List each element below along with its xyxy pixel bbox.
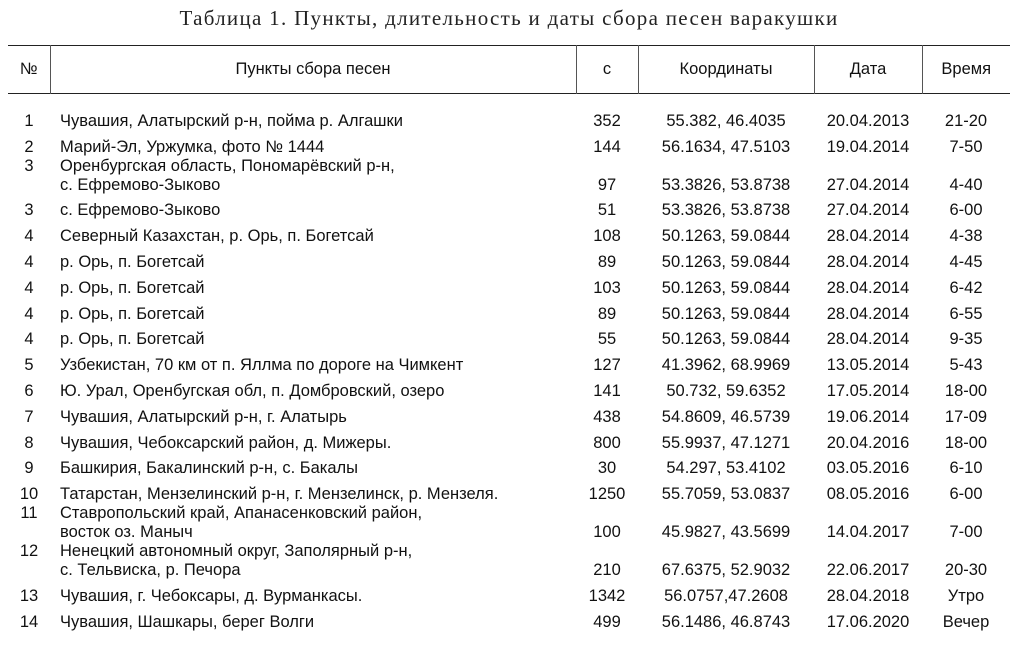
cell-time: 7-00 xyxy=(949,523,983,542)
place-line: Ю. Урал, Оренбугская обл, п. Домбровский, озеро xyxy=(60,381,445,400)
header-place: Пункты сбора песен xyxy=(50,46,576,94)
cell-date: 27.04.2014 xyxy=(826,201,910,220)
cell-place xyxy=(50,324,576,350)
table-row xyxy=(8,94,1010,131)
cell-seconds: 438 xyxy=(593,407,621,426)
place-line: р. Орь, п. Богетсай xyxy=(60,330,205,349)
cell-seconds: 30 xyxy=(597,459,617,478)
header-seconds: с xyxy=(576,46,638,94)
cell-num: 12 xyxy=(19,542,39,561)
cell-date: 28.04.2014 xyxy=(826,252,910,271)
cell-seconds: 51 xyxy=(597,201,617,220)
table-row xyxy=(8,580,1010,606)
cell-seconds: 89 xyxy=(597,304,617,323)
cell-coordinates: 50.732, 59.6352 xyxy=(666,381,786,400)
place-line: р. Орь, п. Богетсай xyxy=(60,252,205,271)
table-row xyxy=(8,131,1010,157)
song-collection-table xyxy=(8,45,1010,632)
cell-date: 22.06.2017 xyxy=(826,561,910,580)
cell-coordinates: 50.1263, 59.0844 xyxy=(661,278,791,297)
cell-time: 6-55 xyxy=(949,304,983,323)
cell-date: 13.05.2014 xyxy=(826,356,910,375)
cell-date: 28.04.2014 xyxy=(826,278,910,297)
cell-num: 14 xyxy=(19,612,39,631)
place-line: р. Орь, п. Богетсай xyxy=(60,304,205,323)
cell-coordinates: 41.3962, 68.9969 xyxy=(661,356,791,375)
table-body xyxy=(8,94,1010,632)
table-row xyxy=(8,349,1010,375)
cell-place xyxy=(50,220,576,246)
cell-coordinates: 55.382, 46.4035 xyxy=(666,111,786,130)
cell-place xyxy=(50,195,576,221)
place-line: Татарстан, Мензелинский р-н, г. Мензелинск, р. Мензеля. xyxy=(60,485,499,504)
cell-seconds: 210 xyxy=(593,561,621,580)
cell-coordinates: 50.1263, 59.0844 xyxy=(661,252,791,271)
cell-place xyxy=(50,401,576,427)
place-line: с. Ефремово-Зыково xyxy=(60,175,221,194)
cell-num: 4 xyxy=(24,330,34,349)
cell-place xyxy=(50,580,576,606)
cell-num: 8 xyxy=(24,433,34,452)
place-line: с. Ефремово-Зыково xyxy=(60,201,221,220)
cell-seconds: 127 xyxy=(593,356,621,375)
cell-date: 19.06.2014 xyxy=(826,407,910,426)
cell-coordinates: 45.9827, 43.5699 xyxy=(661,523,791,542)
cell-seconds: 89 xyxy=(597,252,617,271)
place-line: Ненецкий автономный округ, Заполярный р-н, xyxy=(60,542,413,561)
table-row xyxy=(8,298,1010,324)
cell-date: 20.04.2013 xyxy=(826,111,910,130)
place-line: Оренбургская область, Пономарёвский р-н, xyxy=(60,156,395,175)
cell-time: 7-50 xyxy=(949,137,983,156)
cell-coordinates: 55.9937, 47.1271 xyxy=(661,433,791,452)
cell-coordinates: 67.6375, 52.9032 xyxy=(661,561,791,580)
cell-place xyxy=(50,298,576,324)
cell-date: 28.04.2018 xyxy=(826,586,910,605)
cell-seconds: 800 xyxy=(593,433,621,452)
table-row xyxy=(8,542,1010,580)
cell-time: 18-00 xyxy=(944,381,988,400)
cell-place xyxy=(50,375,576,401)
place-line: Ставропольский край, Апанасенковский район, xyxy=(60,504,423,523)
table-row xyxy=(8,324,1010,350)
cell-coordinates: 55.7059, 53.0837 xyxy=(661,485,791,504)
cell-coordinates: 50.1263, 59.0844 xyxy=(661,227,791,246)
cell-time: 4-38 xyxy=(949,227,983,246)
table-row xyxy=(8,478,1010,504)
cell-num: 10 xyxy=(19,485,39,504)
cell-num: 4 xyxy=(24,227,34,246)
table-row xyxy=(8,504,1010,542)
table-caption: Таблица 1. Пункты, длительность и даты сбора песен варакушки xyxy=(179,6,839,30)
cell-place xyxy=(50,131,576,157)
cell-num: 3 xyxy=(24,156,34,175)
cell-seconds: 1250 xyxy=(588,485,626,504)
cell-num: 13 xyxy=(19,586,39,605)
cell-coordinates: 54.297, 53.4102 xyxy=(666,459,786,478)
place-line: восток оз. Маныч xyxy=(60,523,193,542)
cell-date: 17.06.2020 xyxy=(826,612,910,631)
header-num: № xyxy=(19,60,38,78)
cell-num: 1 xyxy=(24,111,34,130)
cell-time: 6-00 xyxy=(949,485,983,504)
place-line: Узбекистан, 70 км от п. Яллма по дороге на Чимкент xyxy=(60,356,464,375)
cell-seconds: 141 xyxy=(593,381,621,400)
table-row xyxy=(8,272,1010,298)
cell-place xyxy=(50,542,576,580)
cell-date: 28.04.2014 xyxy=(826,304,910,323)
cell-num: 7 xyxy=(24,407,34,426)
cell-num: 4 xyxy=(24,252,34,271)
place-line: Чувашия, Алатырский р-н, г. Алатырь xyxy=(60,407,347,426)
cell-date: 20.04.2016 xyxy=(826,433,910,452)
cell-seconds: 1342 xyxy=(588,586,626,605)
table-row xyxy=(8,220,1010,246)
cell-date: 14.04.2017 xyxy=(826,523,910,542)
cell-num: 4 xyxy=(24,304,34,323)
cell-seconds: 144 xyxy=(593,137,621,156)
cell-num: 9 xyxy=(24,459,34,478)
cell-time: 21-20 xyxy=(944,111,988,130)
cell-time: 9-35 xyxy=(949,330,983,349)
cell-date: 03.05.2016 xyxy=(826,459,910,478)
cell-place xyxy=(50,349,576,375)
cell-num: 4 xyxy=(24,278,34,297)
cell-seconds: 108 xyxy=(593,227,621,246)
cell-place xyxy=(50,427,576,453)
cell-seconds: 100 xyxy=(593,523,621,542)
place-line: Северный Казахстан, р. Орь, п. Богетсай xyxy=(60,227,374,246)
cell-time: 17-09 xyxy=(944,407,988,426)
cell-place xyxy=(50,504,576,542)
cell-time: 6-10 xyxy=(949,459,983,478)
table-row xyxy=(8,453,1010,479)
cell-date: 28.04.2014 xyxy=(826,227,910,246)
cell-time: 6-00 xyxy=(949,201,983,220)
cell-date: 27.04.2014 xyxy=(826,175,910,194)
cell-date: 19.04.2014 xyxy=(826,137,910,156)
place-line: с. Тельвиска, р. Печора xyxy=(60,561,241,580)
cell-seconds: 55 xyxy=(597,330,617,349)
table-row xyxy=(8,606,1010,632)
table-row xyxy=(8,401,1010,427)
cell-time: Утро xyxy=(947,586,985,605)
cell-date: 28.04.2014 xyxy=(826,330,910,349)
header-time: Время xyxy=(922,46,1010,94)
table-row xyxy=(8,246,1010,272)
cell-seconds: 103 xyxy=(593,278,621,297)
cell-date: 08.05.2016 xyxy=(826,485,910,504)
cell-seconds: 499 xyxy=(593,612,621,631)
table-row xyxy=(8,375,1010,401)
cell-time: Вечер xyxy=(942,612,990,631)
cell-time: 4-40 xyxy=(949,175,983,194)
table-row xyxy=(8,157,1010,195)
table-row xyxy=(8,427,1010,453)
cell-time: 20-30 xyxy=(944,561,988,580)
cell-place xyxy=(50,94,576,131)
cell-place xyxy=(50,606,576,632)
place-line: Чувашия, Алатырский р-н, пойма р. Алгашки xyxy=(60,111,403,130)
table-header xyxy=(8,46,1010,94)
cell-place xyxy=(50,246,576,272)
cell-seconds: 97 xyxy=(597,175,617,194)
cell-place xyxy=(50,478,576,504)
cell-time: 5-43 xyxy=(949,356,983,375)
cell-date: 17.05.2014 xyxy=(826,381,910,400)
header-coordinates: Координаты xyxy=(638,46,814,94)
place-line: Чувашия, г. Чебоксары, д. Вурманкасы. xyxy=(60,586,363,605)
cell-coordinates: 53.3826, 53.8738 xyxy=(661,175,791,194)
cell-place xyxy=(50,157,576,195)
cell-coordinates: 50.1263, 59.0844 xyxy=(661,330,791,349)
cell-num: 3 xyxy=(24,201,34,220)
cell-coordinates: 50.1263, 59.0844 xyxy=(661,304,791,323)
cell-coordinates: 56.0757,47.2608 xyxy=(664,586,788,605)
cell-seconds: 352 xyxy=(593,111,621,130)
place-line: Марий-Эл, Уржумка, фото № 1444 xyxy=(60,137,325,156)
place-line: Чувашия, Чебоксарский район, д. Мижеры. xyxy=(60,433,392,452)
cell-coordinates: 56.1486, 46.8743 xyxy=(661,612,791,631)
place-line: р. Орь, п. Богетсай xyxy=(60,278,205,297)
cell-coordinates: 54.8609, 46.5739 xyxy=(661,407,791,426)
cell-coordinates: 53.3826, 53.8738 xyxy=(661,201,791,220)
place-line: Башкирия, Бакалинский р-н, с. Бакалы xyxy=(60,459,358,478)
cell-num: 11 xyxy=(20,504,38,523)
cell-num: 2 xyxy=(24,137,34,156)
cell-time: 4-45 xyxy=(949,252,983,271)
header-date: Дата xyxy=(814,46,922,94)
table-row xyxy=(8,195,1010,221)
place-line: Чувашия, Шашкары, берег Волги xyxy=(60,612,315,631)
cell-place xyxy=(50,453,576,479)
cell-num: 5 xyxy=(24,356,34,375)
cell-num: 6 xyxy=(24,381,34,400)
cell-place xyxy=(50,272,576,298)
cell-time: 6-42 xyxy=(949,278,983,297)
cell-coordinates: 56.1634, 47.5103 xyxy=(661,137,791,156)
cell-time: 18-00 xyxy=(944,433,988,452)
